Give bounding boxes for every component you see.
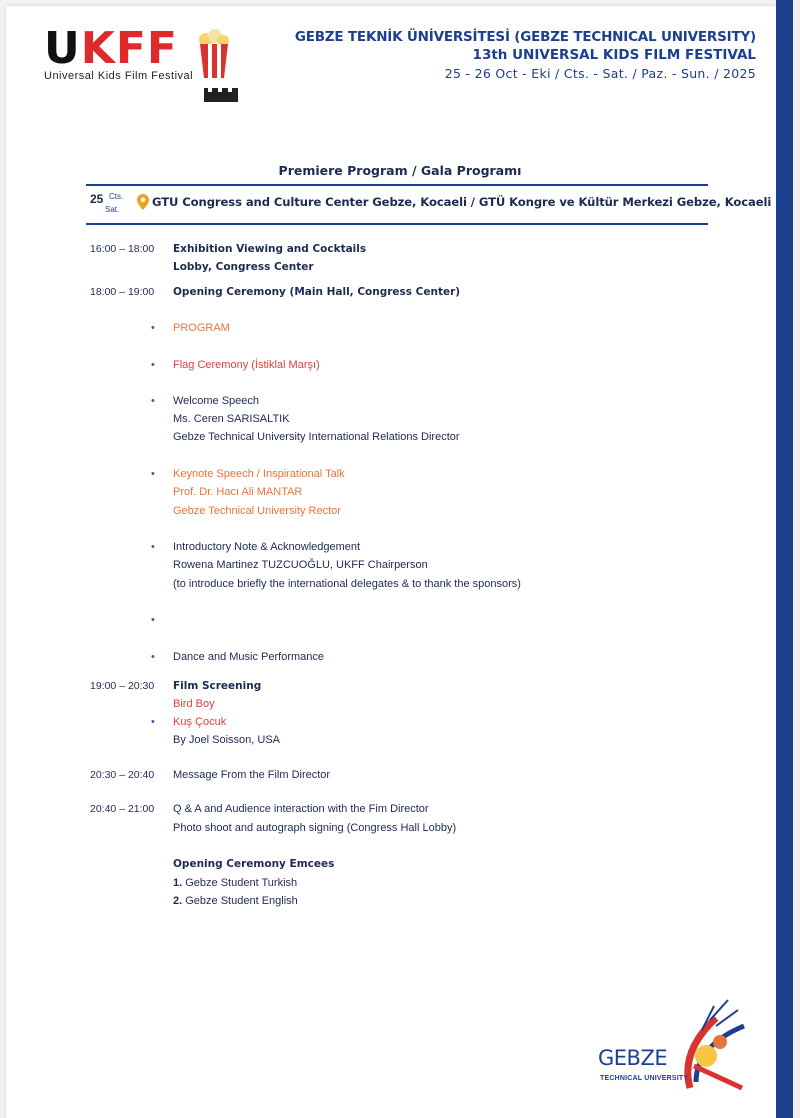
ukff-logo <box>44 23 244 88</box>
time-slot: 19:00 – 20:30 <box>90 680 155 692</box>
bullet: • <box>151 395 155 407</box>
dance-performance: Dance and Music Performance <box>173 651 325 663</box>
event-location: Lobby, Congress Center <box>173 261 314 273</box>
intro-note: (to introduce briefly the international delegates & to thank the sponsors) <box>173 578 521 590</box>
gebze-wordmark: GEBZE <box>598 1046 668 1070</box>
logo-subtitle: Universal Kids Film Festival <box>44 70 194 82</box>
emcee-name: Gebze Student Turkish <box>185 877 298 889</box>
bullet: • <box>151 322 155 334</box>
logo-kff: KFF <box>80 23 178 74</box>
keynote-title: Keynote Speech / Inspirational Talk <box>173 468 345 480</box>
keynote-speaker: Prof. Dr. Hacı Ali MANTAR <box>173 486 303 498</box>
date-venue-band <box>86 184 772 225</box>
intro-title: Introductory Note & Acknowledgement <box>173 541 361 553</box>
intro-speaker: Rowena Martinez TUZCUOĞLU, UKFF Chairperson <box>173 559 428 571</box>
date-day-tr: Cts. <box>109 192 124 201</box>
university-title: GEBZE TEKNİK ÜNİVERSİTESİ (GEBZE TECHNICAL UNIVERSITY) <box>294 29 756 45</box>
time-slot: 18:00 – 19:00 <box>90 286 155 298</box>
welcome-role: Gebze Technical University International Relations Director <box>173 431 460 443</box>
date-day-en: Sat. <box>105 205 120 214</box>
program-title: Premiere Program / Gala Programı <box>278 163 522 178</box>
emcee-name: Gebze Student English <box>185 895 298 907</box>
welcome-speaker: Ms. Ceren SARISALTIK <box>173 413 290 425</box>
time-slot: 20:40 – 21:00 <box>90 803 155 815</box>
bullet: • <box>151 614 155 626</box>
flag-ceremony: Flag Ceremony (İstiklal Marşı) <box>173 359 320 371</box>
time-slot: 20:30 – 20:40 <box>90 769 155 781</box>
festival-title: 13th UNIVERSAL KIDS FILM FESTIVAL <box>472 47 756 63</box>
emcee-number: 1. <box>173 877 183 889</box>
event-title: Opening Ceremony (Main Hall, Congress Center) <box>173 286 461 298</box>
time-slot: 16:00 – 18:00 <box>90 243 155 255</box>
event-title: Q & A and Audience interaction with the Fim Director <box>173 803 429 815</box>
gebze-subtitle: TECHNICAL UNIVERSITY <box>600 1075 689 1082</box>
welcome-title: Welcome Speech <box>173 395 260 407</box>
program-label: PROGRAM <box>173 322 230 334</box>
gebze-technical-university-logo <box>598 996 748 1096</box>
popcorn-icon <box>196 28 232 80</box>
film-director: By Joel Soisson, USA <box>173 734 280 746</box>
bullet: • <box>151 651 155 663</box>
bullet: • <box>151 541 155 553</box>
festival-header <box>295 28 756 83</box>
event-title: Message From the Film Director <box>173 769 331 781</box>
logo-u: U <box>44 23 81 74</box>
festival-dates: 25 - 26 Oct - Eki / Cts. - Sat. / Paz. - Sun. / 2025 <box>444 66 756 81</box>
film-title-tr: Kuş Çocuk <box>173 716 227 728</box>
venue-text: GTU Congress and Culture Center Gebze, Kocaeli / GTÜ Kongre ve Kültür Merkezi Gebze, Kocaeli <box>152 195 772 209</box>
event-title: Exhibition Viewing and Cocktails <box>173 243 367 255</box>
clapperboard-icon <box>204 88 238 102</box>
date-day: 25 <box>90 192 104 206</box>
bullet: • <box>151 716 155 728</box>
logo-wordmark <box>44 23 178 74</box>
film-title-en: Bird Boy <box>173 698 215 710</box>
bullet: • <box>151 468 155 480</box>
bullet: • <box>151 359 155 371</box>
event-subtitle: Photo shoot and autograph signing (Congress Hall Lobby) <box>173 822 457 834</box>
keynote-role: Gebze Technical University Rector <box>173 505 341 517</box>
emcees-heading: Opening Ceremony Emcees <box>173 858 335 870</box>
location-pin-icon <box>137 194 149 210</box>
event-title: Film Screening <box>173 680 262 692</box>
emcee-number: 2. <box>173 895 183 907</box>
